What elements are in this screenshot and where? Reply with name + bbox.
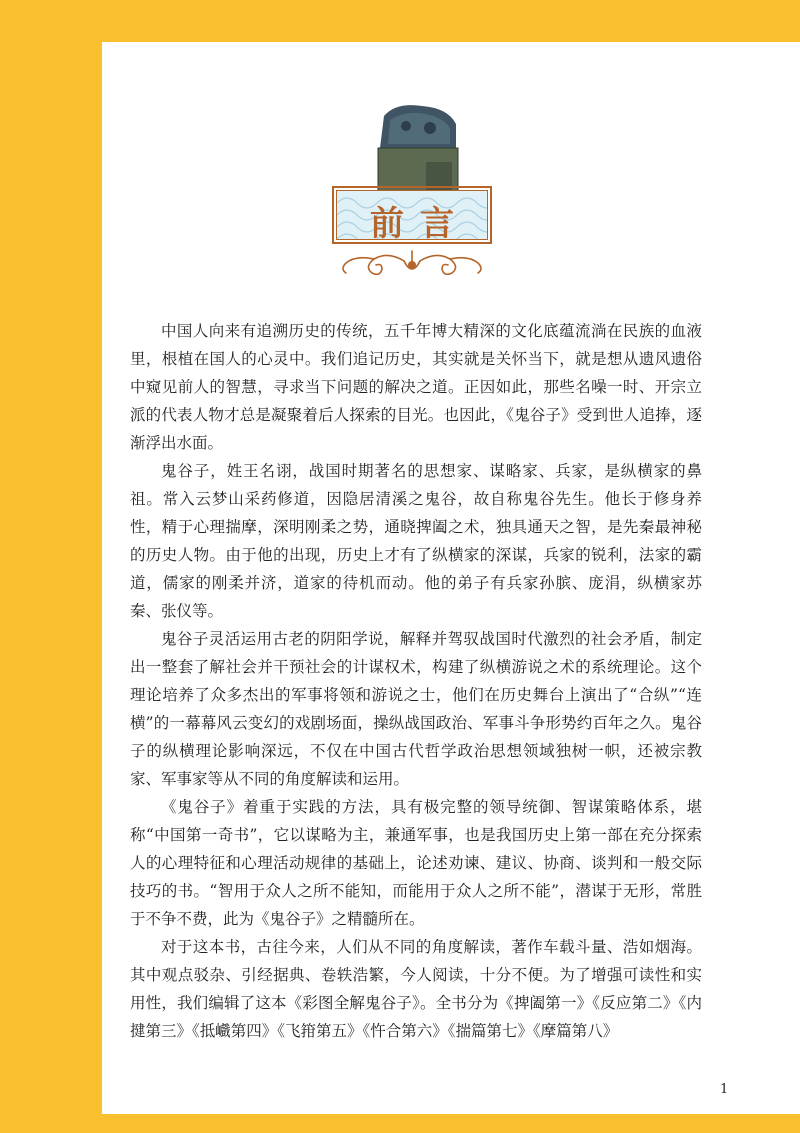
paragraph: 鬼谷子，姓王名诩，战国时期著名的思想家、谋略家、兵家，是纵横家的鼻祖。常入云梦山采药修道，因隐居清溪之鬼谷，故自称鬼谷先生。他长于修身养性，精于心理揣摩，深明刚柔之势，通晓捭阖之术，独具通天之智，是先秦最神秘的历史人物。由于他的出现，历史上才有了纵横家的深谋，兵家的锐利，法家的霸道，儒家的刚柔并济，道家的待机而动。他的弟子有兵家孙膑、庞涓，纵横家苏秦、张仪等。 <box>130 462 702 620</box>
title-frame <box>332 186 492 244</box>
page <box>102 42 800 1114</box>
paragraph: 《鬼谷子》着重于实践的方法，具有极完整的领导统御、智谋策略体系，堪称“中国第一奇书”，它以谋略为主，兼通军事，也是我国历史上第一部在充分探索人的心理特征和心理活动规律的基础上，论述劝谏、建议、协商、谈判和一般交际技巧的书。“智用于众人之所不能知，而能用于众人之所不能”，潜谋于无形，常胜于不争不费，此为《鬼谷子》之精髓所在。 <box>130 798 702 928</box>
page-number: 1 <box>720 1082 729 1097</box>
page-title: 前言 <box>370 204 470 240</box>
paragraph: 中国人向来有追溯历史的传统，五千年博大精深的文化底蕴流淌在民族的血液里，根植在国人的心灵中。我们追记历史，其实就是关怀当下，就是想从遗风遗俗中窥见前人的智慧，寻求当下问题的解决之道。正因如此，那些名噪一时、开宗立派的代表人物才总是凝聚着后人探索的目光。也因此，《鬼谷子》受到世人追捧，逐渐浮出水面。 <box>130 322 702 452</box>
paragraph: 鬼谷子灵活运用古老的阴阳学说，解释并驾驭战国时代激烈的社会矛盾，制定出一整套了解社会并干预社会的计谋权术，构建了纵横游说之术的系统理论。这个理论培养了众多杰出的军事将领和游说之士，他们在历史舞台上演出了“合纵”“连横”的一幕幕风云变幻的戏剧场面，操纵战国政治、军事斗争形势约百年之久。鬼谷子的纵横理论影响深远，不仅在中国古代哲学政治思想领域独树一帜，还被宗教家、军事家等从不同的角度解读和运用。 <box>130 630 702 788</box>
paragraph: 对于这本书，古往今来，人们从不同的角度解读，著作车载斗量、浩如烟海。其中观点驳杂、引经据典、卷轶浩繁，今人阅读，十分不便。为了增强可读性和实用性，我们编辑了这本《彩图全解鬼谷子》。全书分为《捭阖第一》《反应第二》《内揵第三》《抵巇第四》《飞箝第五》《忤合第六》《揣篇第七》《摩篇第八》 <box>130 938 702 1040</box>
preface-body <box>130 317 702 1045</box>
title-background <box>336 190 488 240</box>
cloud-scroll-ornament-icon <box>334 247 490 281</box>
